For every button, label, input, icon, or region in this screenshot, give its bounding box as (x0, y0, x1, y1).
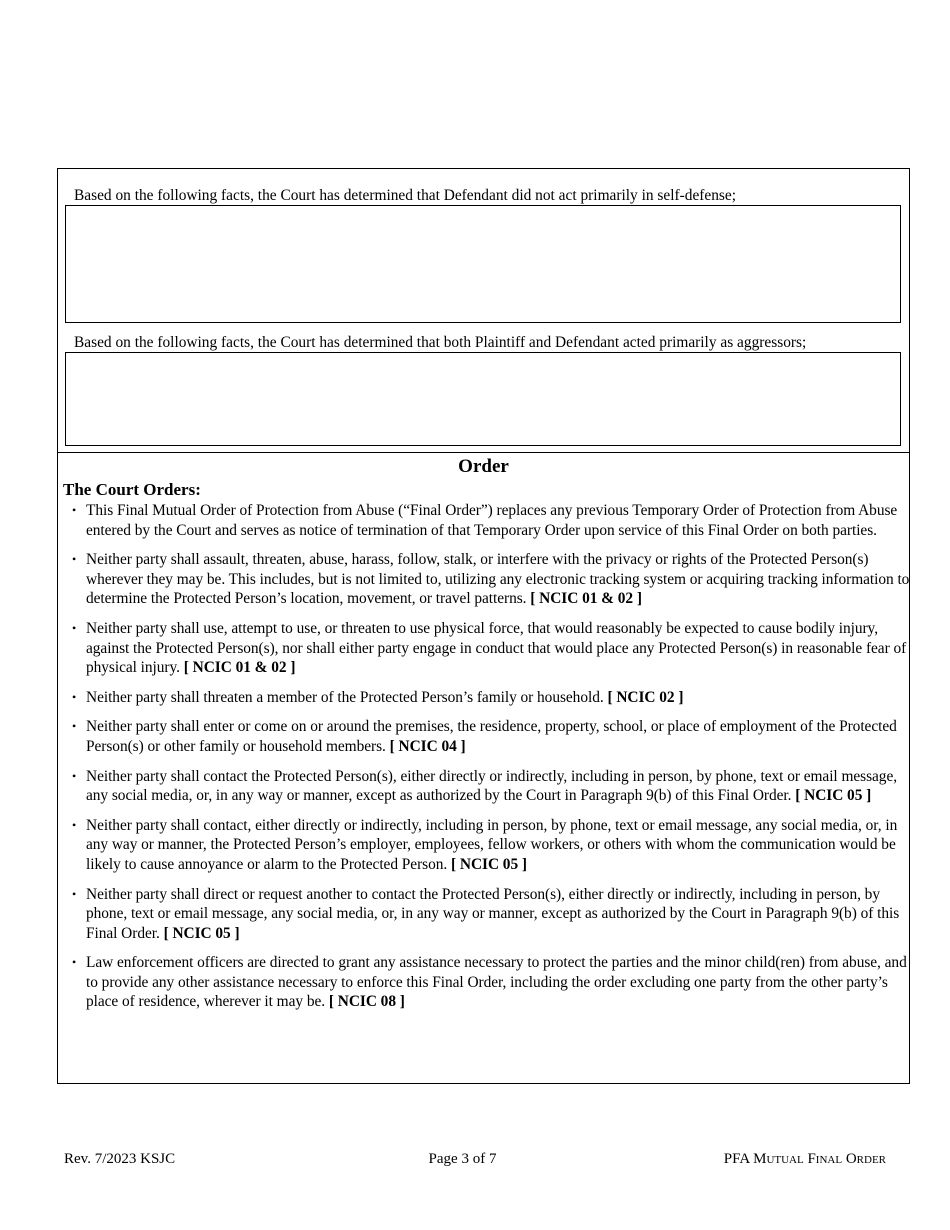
order-item-text: Neither party shall direct or request another to contact the Protected Person(s), either directly or indirectly, including in person, by phone, text or email message, any social media, or, in any way or manner, except as authorized by the Court in Paragraph 9(b) of this Final Order. (86, 885, 900, 942)
bullet-icon: • (72, 719, 77, 734)
order-item-text: Neither party shall contact the Protected Person(s), either directly or indirectly, including in person, by phone, text or email message, any social media, or, in any way or manner, except as authorized by the Court in Paragraph 9(b) of this Final Order. (86, 767, 898, 805)
ncic-reference: [ NCIC 05 ] (795, 787, 872, 805)
ncic-reference: [ NCIC 02 ] (607, 688, 684, 706)
order-form-frame (57, 168, 910, 1084)
aggressors-facts-label: Based on the following facts, the Court has determined that both Plaintiff and Defendant acted primarily as aggressors; (74, 334, 807, 351)
order-item-text: Neither party shall assault, threaten, abuse, harass, follow, stalk, or interfere with the privacy or rights of the Protected Person(s) wherever they may be. This includes, but is not limited to, utilizing any electronic tracking system or acquiring tracking information to determine the Protected Person’s location, movement, or travel patterns. (86, 551, 910, 608)
order-item (58, 550, 911, 609)
orders-list (58, 501, 911, 1022)
ncic-reference: [ NCIC 08 ] (328, 993, 405, 1011)
bullet-icon: • (72, 817, 77, 832)
order-item-text: Neither party shall use, attempt to use, or threaten to use physical force, that would reasonably be expected to cause bodily injury, against the Protected Person(s), nor shall either party engage in conduct that would place any Protected Person(s) in reasonable fear of physical injury. (86, 619, 907, 677)
order-item (58, 717, 911, 756)
ncic-reference: [ NCIC 05 ] (451, 855, 527, 873)
page-number: Page 3 of 7 (428, 1151, 497, 1167)
order-item-text: Neither party shall enter or come on or around the premises, the residence, property, school, or place of employment of the Protected Person(s) or other family or household members. (86, 718, 897, 755)
order-item-text: Neither party shall threaten a member of the Protected Person’s family or household. (86, 688, 604, 706)
court-orders-heading: The Court Orders: (63, 480, 201, 499)
bullet-icon: • (72, 768, 77, 783)
order-item (58, 885, 911, 944)
section-divider (58, 452, 909, 453)
ncic-reference: [ NCIC 01 & 02 ] (530, 590, 642, 608)
aggressors-facts-field[interactable] (65, 352, 901, 446)
bullet-icon: • (72, 689, 77, 704)
ncic-reference: [ NCIC 05 ] (163, 924, 240, 942)
bullet-icon: • (72, 552, 77, 567)
order-item (58, 816, 911, 875)
bullet-icon: • (72, 503, 77, 517)
order-item (58, 688, 911, 708)
order-item-text: Neither party shall contact, either directly or indirectly, including in person, by phone, text or email message, any social media, or, in any way or manner, the Protected Person’s employer, employees, fellow workers, or others with whom the communication would be likely to cause annoyance or alarm to the Protected Person. (86, 816, 898, 873)
order-item (58, 767, 911, 806)
order-item (58, 501, 911, 540)
form-name: PFA Mutual Final Order (723, 1151, 886, 1167)
order-item-text: Law enforcement officers are directed to grant any assistance necessary to protect the parties and the minor child(ren) from abuse, and to provide any other assistance necessary to enforce this Final Order, including the order excluding one party from the other party’s place of residence, wherever it may be. (86, 954, 907, 1011)
ncic-reference: [ NCIC 01 & 02 ] (183, 659, 296, 677)
order-item-text: This Final Mutual Order of Protection from Abuse (“Final Order”) replaces any previous Temporary Order of Protection from Abuse entered by the Court and serves as notice of termination of that Temporary Order upon service of this Final Order on both parties. (86, 502, 898, 539)
bullet-icon: • (72, 886, 77, 901)
revision-label: Rev. 7/2023 KSJC (64, 1151, 176, 1167)
order-item (58, 619, 911, 678)
self-defense-facts-label: Based on the following facts, the Court has determined that Defendant did not act primarily in self-defense; (74, 187, 737, 204)
self-defense-facts-field[interactable] (65, 205, 901, 323)
bullet-icon: • (72, 620, 77, 635)
bullet-icon: • (72, 955, 77, 970)
order-heading: Order (458, 456, 509, 477)
order-item (58, 953, 911, 1012)
ncic-reference: [ NCIC 04 ] (389, 737, 466, 755)
